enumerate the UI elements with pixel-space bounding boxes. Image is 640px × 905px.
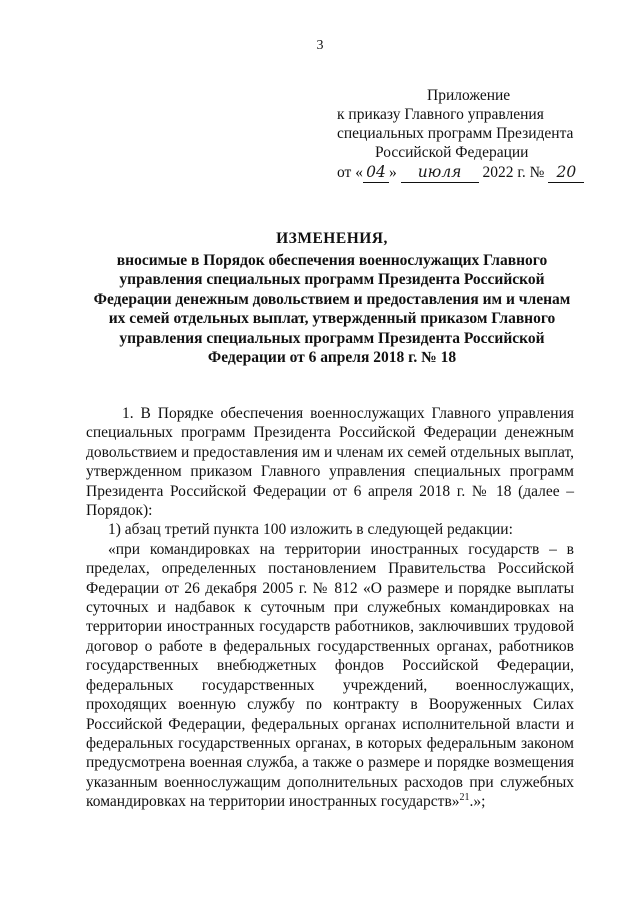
handwritten-order-number: 20 — [548, 163, 584, 183]
document-body — [86, 404, 574, 812]
date-year: 2022 г. № — [482, 164, 545, 181]
paragraph-1: 1. В Порядке обеспечения военнослужащих Главного управления специальных программ Президента Российской Федерации денежным довольствием и предоставления им и членам их семей отдельных выплат, утвержденном приказом Главного управления специальных программ Президента Российской Федерации от 6 апреля 2018 г. № 18 (далее – Порядок): — [86, 405, 574, 520]
heading-title: ИЗМЕНЕНИЯ, — [276, 230, 388, 247]
paragraph-3-end: .»; — [469, 793, 486, 811]
paragraph-2: 1) абзац третий пункта 100 изложить в следующей редакции: — [108, 521, 513, 539]
paragraph-3-text: «при командировках на территории иностранных государств – в пределах, определенных постановлением Правительства Российской Федерации от 26 декабря 2005 г. № 812 «О размере и порядке выплаты суточных и надбавок к суточным при служебных командировках на территории иностранных государств работников, заключивших трудовой договор о работе в федеральных государственных органах, работников государственных внебюджетных фондов Российской Федерации, федеральных государственных учреждений, военнослужащих, проходящих военную службу по контракту в Вооруженных Силах Российской Федерации, федеральных органах исполнительной власти и федеральных государственных органах, в которых федеральным законом предусмотрена военная служба, а также о размере и порядке возмещения указанным военнослужащим дополнительных расходов при служебных командировках на территории иностранных государств» — [86, 540, 574, 811]
heading-line: Федерации денежным довольствием и предоставления им и членам — [93, 290, 571, 308]
paragraph-3 — [86, 540, 574, 812]
appendix-block — [337, 86, 597, 183]
order-date-line — [337, 163, 597, 183]
heading-line: их семей отдельных выплат, утвержденный приказом Главного — [108, 310, 556, 327]
heading-line: Федерации от 6 апреля 2018 г. № 18 — [207, 349, 457, 366]
heading-line: управления специальных программ Президента Российской — [119, 329, 545, 347]
heading-line: вносимые в Порядок обеспечения военнослужащих Главного — [116, 251, 548, 269]
date-mid: » — [388, 164, 397, 181]
date-prefix: от « — [337, 164, 363, 181]
appendix-line-2: специальных программ Президента — [337, 125, 574, 142]
document-heading — [72, 229, 592, 368]
page-number: 3 — [316, 38, 324, 53]
heading-line: управления специальных программ Президента Российской — [119, 271, 545, 288]
appendix-title: Приложение — [427, 87, 511, 104]
footnote-marker: 21 — [459, 791, 470, 803]
appendix-line-1: к приказу Главного управления — [337, 106, 544, 123]
appendix-line-3: Российской Федерации — [375, 144, 529, 161]
handwritten-day: 04 — [363, 163, 389, 183]
handwritten-month: июля — [401, 163, 479, 183]
